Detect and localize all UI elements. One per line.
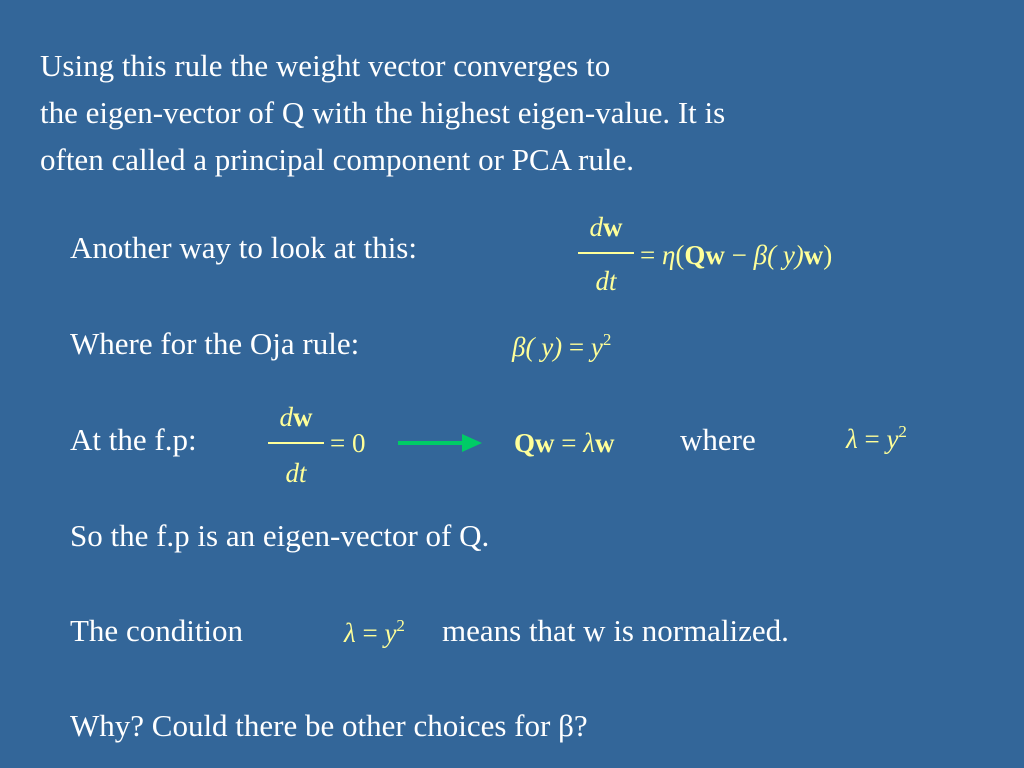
Qw-term: Qw bbox=[514, 428, 555, 458]
w-vector-symbol: w bbox=[603, 212, 623, 242]
lambda-symbol: λ bbox=[583, 428, 595, 458]
d-symbol: d bbox=[589, 212, 603, 242]
eigenvector-statement: So the f.p is an eigen-vector of Q. bbox=[70, 518, 490, 553]
eta-symbol: η bbox=[661, 240, 676, 270]
normalized-statement: means that w is normalized. bbox=[442, 613, 789, 648]
Qw-term: Qw bbox=[684, 240, 725, 270]
fraction-denominator: dt bbox=[285, 458, 307, 488]
intro-line-2: the eigen-vector of Q with the highest eigen-value. It is bbox=[40, 95, 726, 130]
fraction-bar bbox=[268, 442, 324, 444]
fraction-denominator: dt bbox=[595, 266, 617, 296]
condition-label: The condition bbox=[70, 613, 244, 648]
beta-symbol: β bbox=[753, 240, 768, 270]
w-vector-symbol: w bbox=[594, 428, 615, 458]
green-arrow-icon bbox=[396, 430, 486, 456]
w-vector-symbol: w bbox=[803, 240, 824, 270]
intro-line-3: often called a principal component or PCA rule. bbox=[40, 142, 634, 177]
fraction-numerator bbox=[578, 214, 634, 241]
dw-dt-fraction bbox=[578, 214, 634, 300]
beta-symbol: β bbox=[512, 332, 526, 362]
lambda-y-squared-condition: $\lambda = y^2$ bbox=[344, 616, 405, 648]
w-vector-symbol: w bbox=[293, 402, 313, 432]
lambda-symbol: λ bbox=[846, 424, 858, 454]
fixed-point-zero: = 0 bbox=[330, 428, 366, 458]
fraction-bar bbox=[578, 252, 634, 254]
another-way-label: Another way to look at this: bbox=[70, 230, 417, 265]
lambda-y-squared-equation: $\lambda = y^2$ bbox=[846, 422, 907, 454]
fraction-numerator bbox=[268, 404, 324, 431]
intro-line-1: Using this rule the weight vector converges to bbox=[40, 48, 611, 83]
fixed-point-label: At the f.p: bbox=[70, 422, 197, 457]
where-label: where bbox=[680, 422, 756, 457]
oja-beta-equation: β( $y) = y^2$ bbox=[512, 330, 612, 362]
d-symbol: d bbox=[279, 402, 293, 432]
oja-general-equation-rhs: = η(Qw − β( y)w) bbox=[640, 240, 833, 270]
lambda-symbol: λ bbox=[344, 618, 356, 648]
dw-dt-fraction bbox=[268, 404, 324, 490]
why-question: Why? Could there be other choices for β? bbox=[70, 708, 588, 743]
oja-rule-label: Where for the Oja rule: bbox=[70, 326, 360, 361]
eigenvector-equation: Qw = λw bbox=[514, 428, 615, 458]
